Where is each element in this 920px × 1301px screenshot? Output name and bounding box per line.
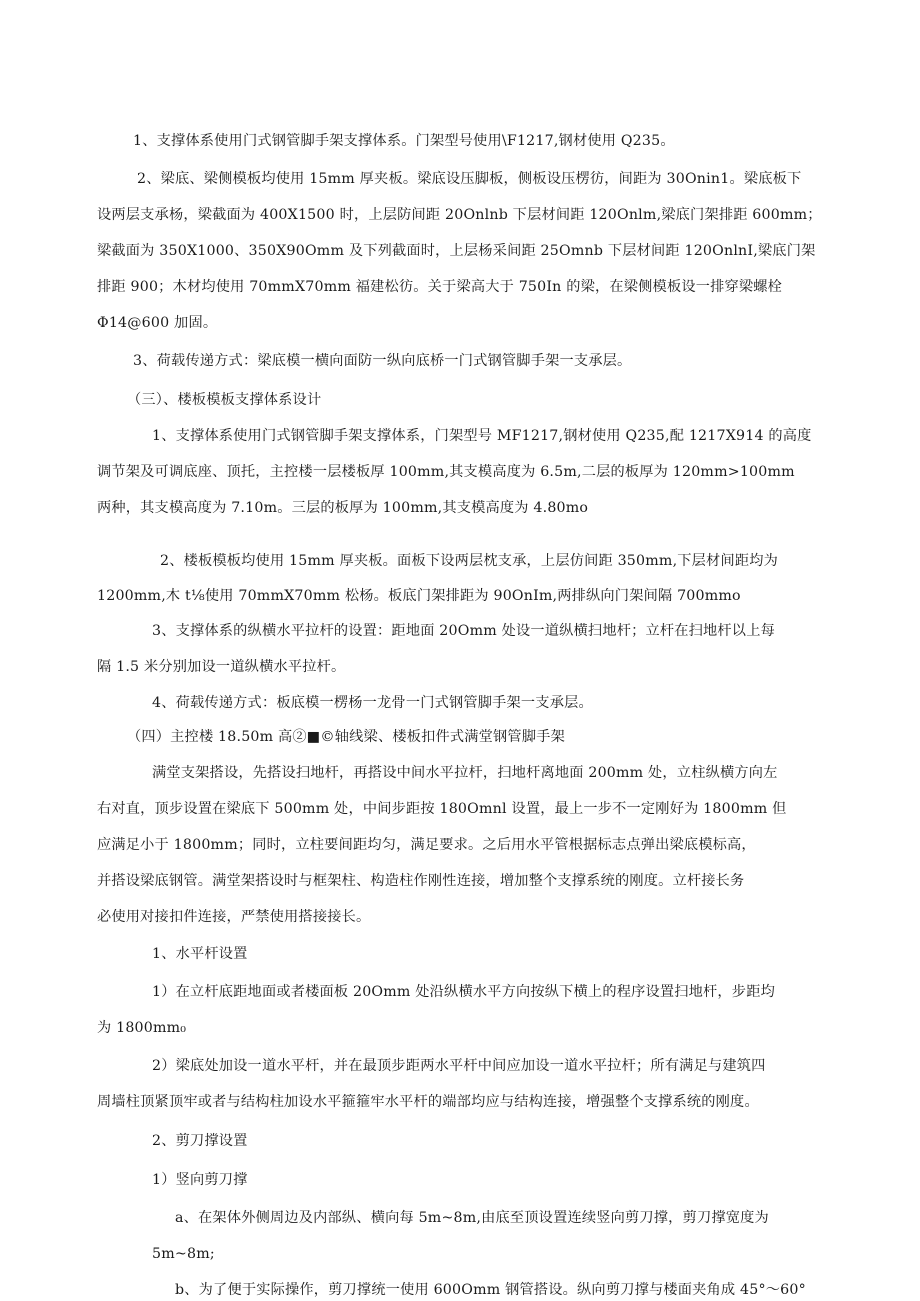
section-heading: （四）主控楼 18.50m 高②■©轴线梁、楼板扣件式满堂钢管脚手架: [127, 729, 565, 745]
text-line: 为 1800mm₀: [97, 1020, 187, 1036]
subheading: 2、剪刀撑设置: [152, 1133, 248, 1149]
text-line: 两种，其支模高度为 7.10m。三层的板厚为 100mm,其支模高度为 4.80mo: [97, 500, 589, 516]
text-line: a、在架体外侧周边及内部纵、横向每 5m~8m,由底至顶设置连续竖向剪刀撑，剪刀撑宽度为: [175, 1210, 769, 1226]
text-line: 4、荷载传递方式：板底模一楞杨一龙骨一门式钢管脚手架一支承层。: [152, 695, 593, 711]
text-line: 2、楼板模板均使用 15mm 厚夹板。面板下设两层枕支承，上层仿间距 350mm,下层材间距均为: [160, 553, 778, 569]
subheading: 1、水平杆设置: [152, 946, 248, 962]
text-line: 5m~8m;: [152, 1246, 215, 1262]
text-line: 2）梁底处加设一道水平杆，并在最顶步距两水平杆中间应加设一道水平拉杆；所有满足与建筑四: [152, 1058, 766, 1074]
text-line: 调节架及可调底座、顶托，主控楼一层楼板厚 100mm,其支模高度为 6.5m,二层的板厚为 120mm>100mm: [97, 464, 795, 480]
text-line: 设两层支承杨，梁截面为 400X1500 时，上层防间距 20Onlnb 下层材间距 120Onlm,梁底门架排距 600mm；: [97, 207, 822, 223]
text-line: 1200mm,木 t⅛使用 70mmX70mm 松杨。板底门架排距为 90OnIm,两排纵向门架间隔 700mmo: [97, 588, 741, 604]
text-line: 右对直，顶步设置在梁底下 500mm 处，中间步距按 180Omnl 设置，最上一步不一定刚好为 1800mm 但: [97, 801, 787, 817]
text-line: 周墙柱顶紧顶牢或者与结构柱加设水平箍箍牢水平杆的端部均应与结构连接，增强整个支撑系统的刚度。: [97, 1094, 759, 1110]
text-line: 1）在立杆底距地面或者楼面板 20Omm 处沿纵横水平方向按纵下横上的程序设置扫地杆，步距均: [152, 984, 775, 1000]
subheading: 1）竖向剪刀撑: [152, 1172, 248, 1188]
text-line: 3、支撑体系的纵横水平拉杆的设置：距地面 20Omm 处设一道纵横扫地杆；立杆在扫地杆以上每: [152, 623, 775, 639]
text-line: b、为了便于实际操作，剪刀撑统一使用 600Omm 钢管搭设。纵向剪刀撑与楼面夹角成 45°～60°: [175, 1282, 806, 1298]
text-line: 1、支撑体系使用门式钢管脚手架支撑体系。门架型号使用\F1217,钢材使用 Q235。: [133, 133, 675, 149]
text-line: 2、梁底、梁侧模板均使用 15mm 厚夹板。梁底设压脚板，侧板设压楞彷，间距为 30Onin1。梁底板下: [137, 171, 802, 187]
text-line: 1、支撑体系使用门式钢管脚手架支撑体系，门架型号 MF1217,钢材使用 Q235,配 1217X914 的高度: [152, 428, 812, 444]
text-line: 隔 1.5 米分别加设一道纵横水平拉杆。: [97, 659, 346, 675]
text-line: 梁截面为 350X1000、350X90Omm 及下列截面时，上层杨采间距 25Omnb 下层材间距 120OnlnI,梁底门架: [97, 243, 816, 259]
text-line: Φ14@600 加固。: [97, 315, 218, 331]
text-line: 满堂支架搭设，先搭设扫地杆，再搭设中间水平拉杆，扫地杆离地面 200mm 处，立柱纵横方向左: [152, 765, 778, 781]
text-line: 必使用对接扣件连接，严禁使用搭接接长。: [97, 909, 371, 925]
text-line: 并搭设梁底钢管。满堂架搭设时与框架柱、构造柱作刚性连接，增加整个支撑系统的刚度。立杆接长务: [97, 873, 745, 889]
text-line: 应满足小于 1800mm；同时，立柱要间距均匀，满足要求。之后用水平管根据标志点弹出梁底模标高，: [97, 837, 756, 853]
text-line: 3、荷载传递方式：梁底模一横向面防一纵向底桥一门式钢管脚手架一支承层。: [133, 353, 632, 369]
section-heading: （三）、楼板模板支撑体系设计: [127, 392, 322, 408]
text-line: 排距 900；木材均使用 70mmX70mm 福建松彷。关于梁高大于 750In 的梁，在梁侧模板设一排穿梁螺栓: [97, 279, 783, 295]
